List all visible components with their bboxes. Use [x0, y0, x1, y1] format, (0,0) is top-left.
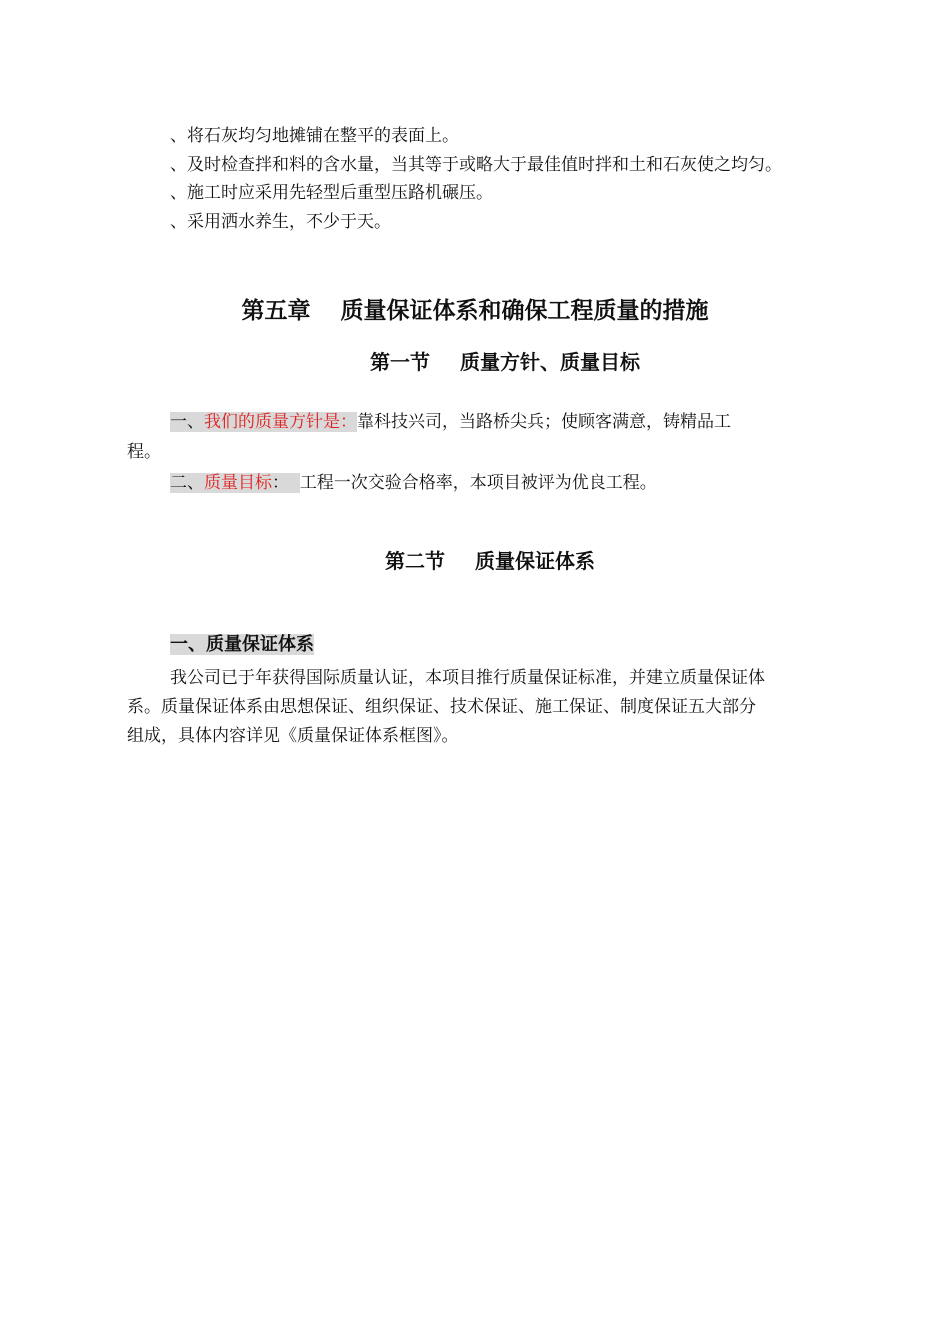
policy-label-highlight: [170, 412, 357, 432]
subsection-heading: [170, 634, 314, 656]
list-item: 、将石灰均匀地摊铺在整平的表面上。: [170, 126, 459, 146]
section-title: 质量方针、质量目标: [460, 350, 640, 374]
chapter-title: 质量保证体系和确保工程质量的措施: [340, 298, 709, 324]
policy-prefix: 一、: [170, 412, 204, 432]
chapter-heading: [0, 297, 950, 325]
body-paragraph-line: 组成，具体内容详见《质量保证体系框图》。: [127, 726, 459, 746]
goal-colon: ：: [272, 473, 289, 493]
goal-label: 质量目标: [204, 473, 272, 493]
policy-text: 靠科技兴司，当路桥尖兵；使顾客满意，铸精品工: [357, 412, 731, 432]
goal-text: 工程一次交验合格率，本项目被评为优良工程。: [299, 473, 657, 493]
list-item: 、采用洒水养生，不少于天。: [170, 212, 391, 232]
body-paragraph-line: 我公司已于年获得国际质量认证，本项目推行质量保证标准，并建立质量保证体: [170, 668, 765, 688]
chapter-number: 第五章: [241, 298, 311, 324]
goal-label-highlight: [170, 473, 300, 493]
quality-policy: [170, 412, 731, 432]
body-paragraph-line: 系。质量保证体系由思想保证、组织保证、技术保证、施工保证、制度保证五大部分: [127, 697, 756, 717]
quality-goal: [170, 473, 657, 493]
section-heading: [0, 349, 950, 375]
section-number: 第二节: [385, 549, 445, 573]
policy-label: 我们的质量方针是：: [204, 412, 357, 432]
list-item: 、及时检查拌和料的含水量，当其等于或略大于最佳值时拌和土和石灰使之均匀。: [170, 155, 782, 175]
subsection-title: 一、质量保证体系: [170, 634, 314, 655]
quality-policy-continued: 程。: [127, 442, 161, 462]
section-heading: [0, 548, 950, 574]
list-item: 、施工时应采用先轻型后重型压路机碾压。: [170, 183, 493, 203]
section-title: 质量保证体系: [475, 549, 595, 573]
section-number: 第一节: [370, 350, 430, 374]
goal-prefix: 二、: [170, 473, 204, 493]
